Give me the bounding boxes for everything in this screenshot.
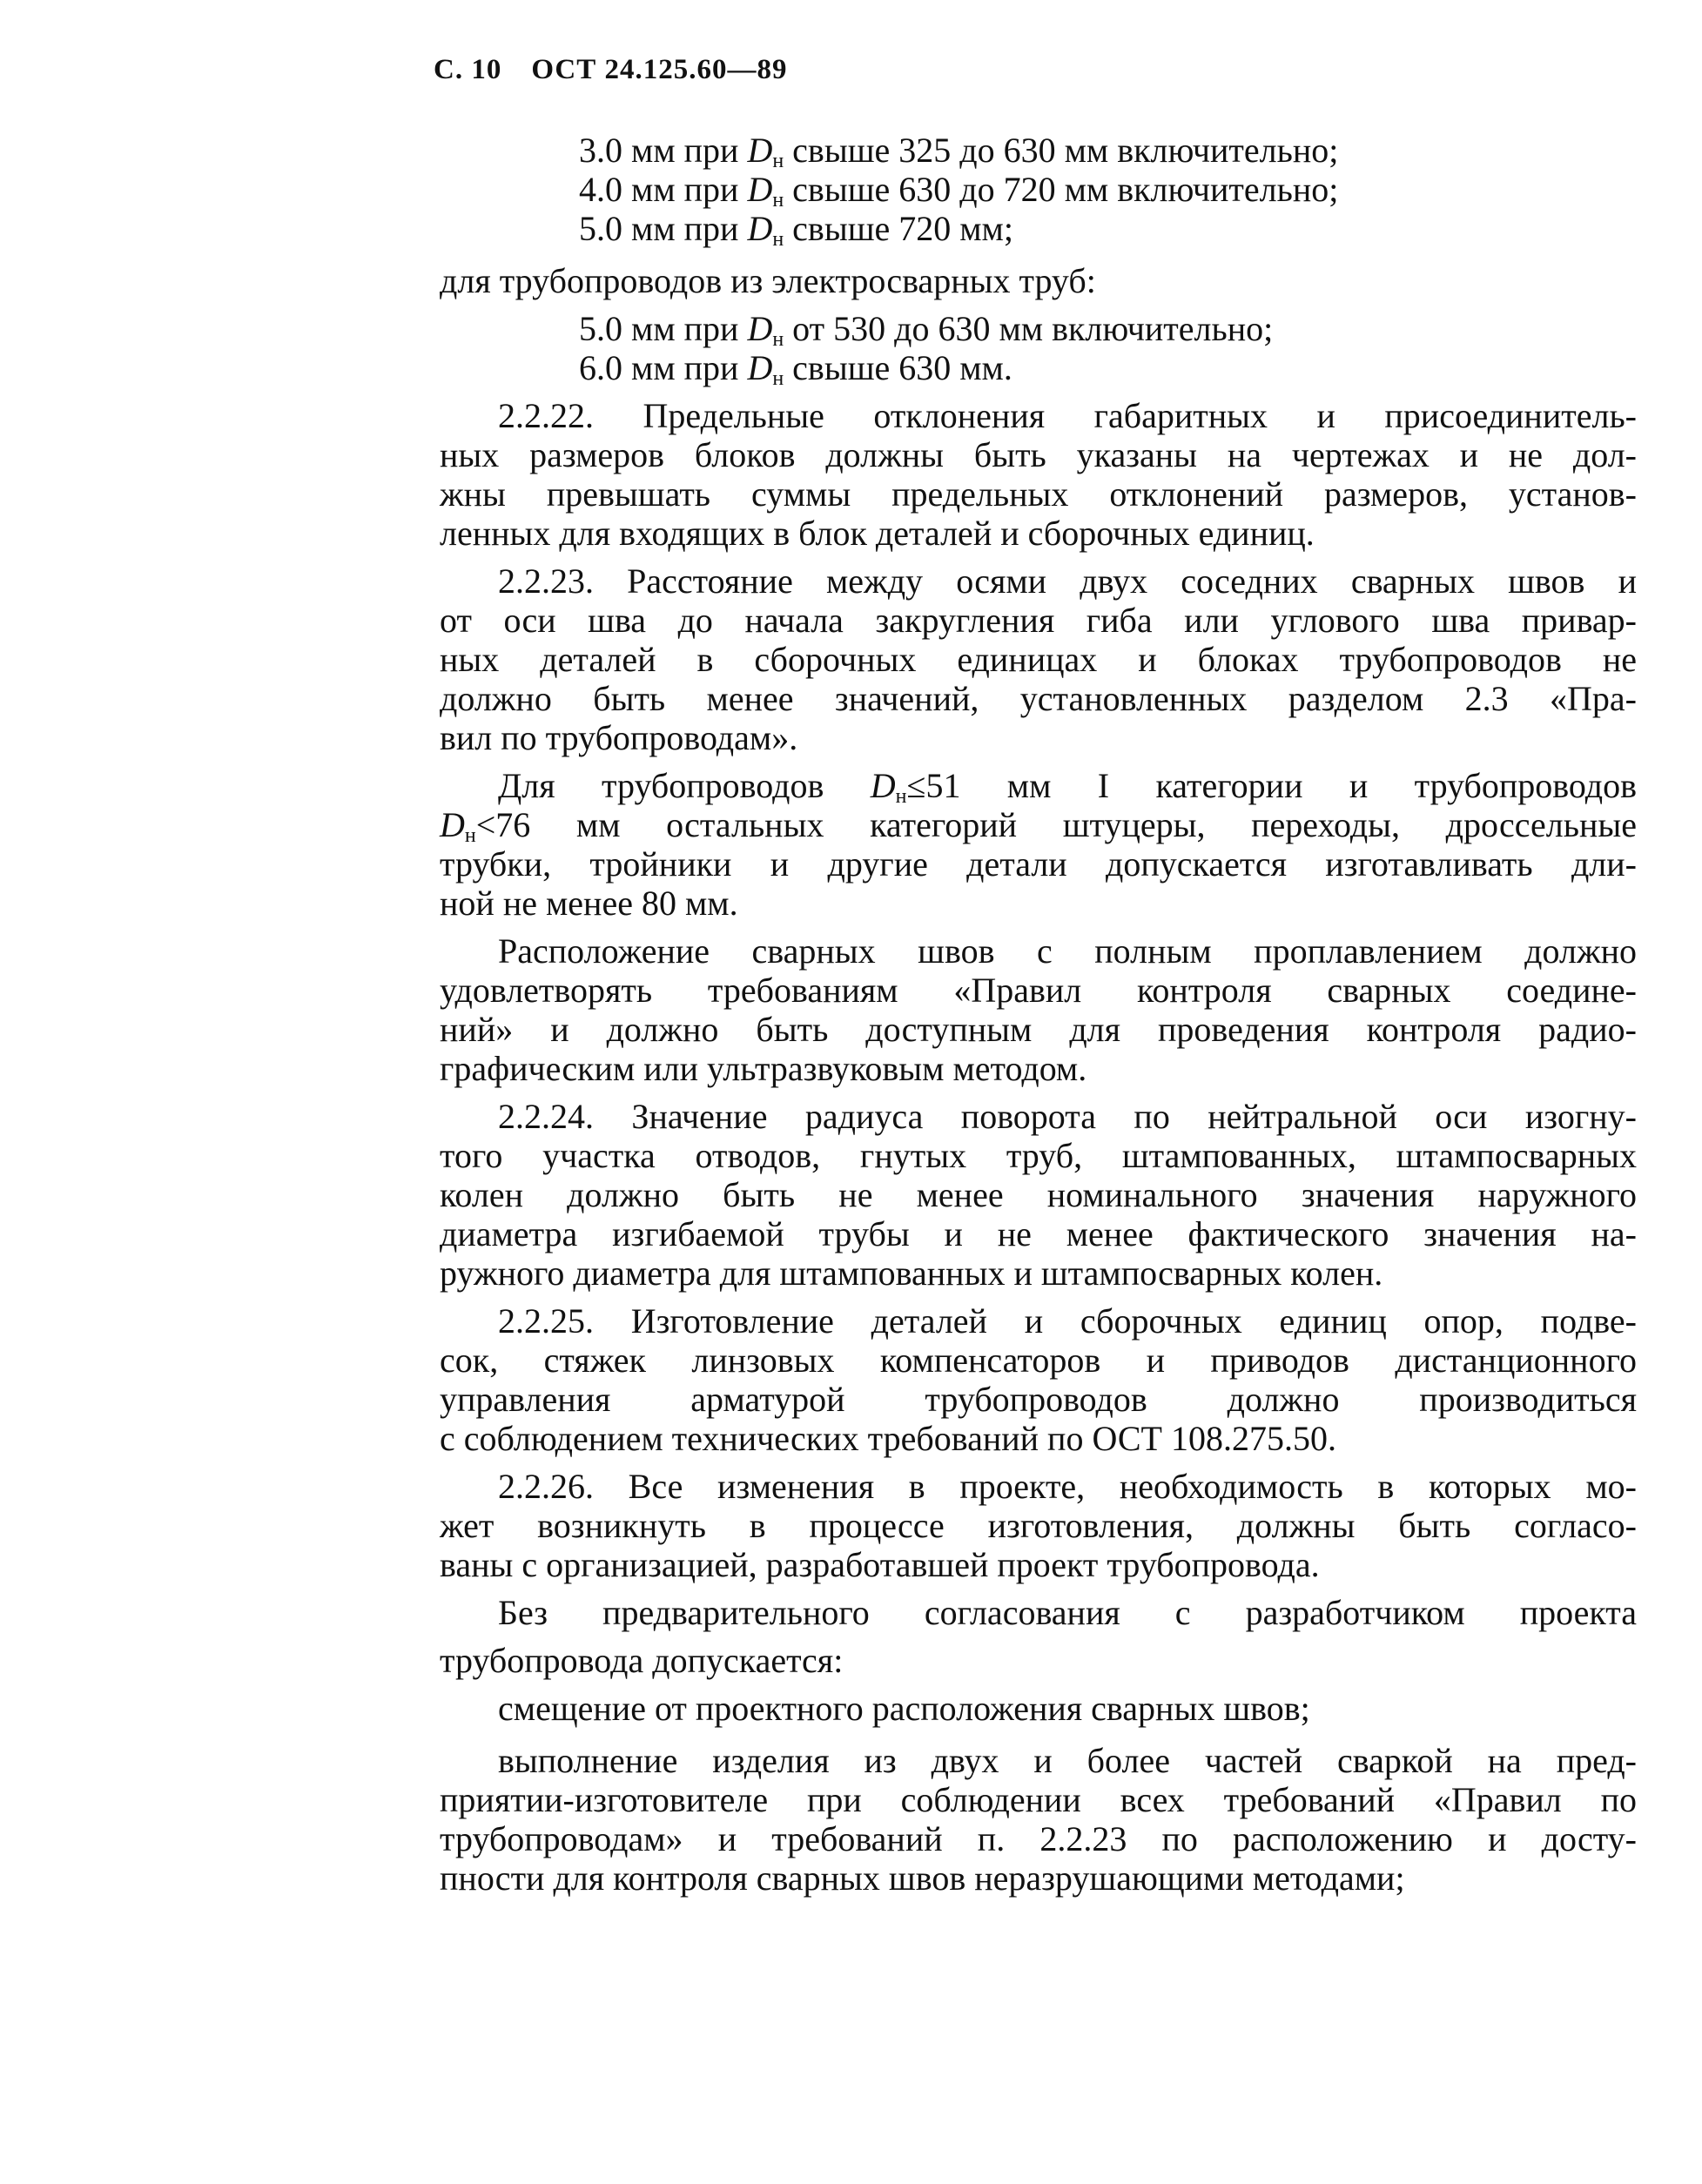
text-segment: 5.0 мм при (579, 209, 748, 248)
diameter-symbol: $D_н$ (747, 170, 784, 212)
text-line: 2.2.23. Расстояние между осями двух соседних сварных швов и (498, 561, 1637, 601)
text-line: приятии-изготовителе при соблюдении всех требований «Правил по (440, 1780, 1637, 1819)
diameter-subscript: н (772, 150, 784, 172)
text-segment: Для трубопроводов (498, 766, 871, 805)
text-line: жны превышать суммы предельных отклонений размеров, установ- (440, 474, 1637, 514)
text-segment: свыше 325 до 630 мм включительно; (784, 131, 1339, 170)
text-line: 2.2.25. Изготовление деталей и сборочных единиц опор, подве- (498, 1301, 1637, 1341)
text-line: ной не менее 80 мм. (440, 884, 738, 923)
diameter-symbol: $D_н$ (870, 766, 907, 808)
text-line: Расположение сварных швов с полным проплавлением должно (498, 931, 1637, 971)
text-segment: 5.0 мм при (579, 309, 748, 348)
text-line: ний» и должно быть доступным для проведения контроля радио- (440, 1010, 1637, 1049)
page-number: С. 10 (434, 54, 502, 85)
diameter-subscript: н (772, 328, 784, 351)
text-line: сок, стяжек линзовых компенсаторов и приводов дистанционного (440, 1341, 1637, 1380)
diameter-subscript: н (772, 367, 784, 390)
text-line: жет возникнуть в процессе изготовления, должны быть согласо- (440, 1506, 1637, 1545)
text-line: управления арматурой трубопроводов должно производиться (440, 1380, 1637, 1419)
text-line: того участка отводов, гнутых труб, штампованных, штампосварных (440, 1136, 1637, 1175)
text-line: трубопроводам» и требований п. 2.2.23 по расположению и досту- (440, 1819, 1637, 1858)
text-line: ваны с организацией, разработавшей проект трубопровода. (440, 1545, 1320, 1584)
text-line: выполнение изделия из двух и более частей сваркой на пред- (498, 1741, 1637, 1780)
diameter-subscript: н (772, 189, 784, 212)
text-line: вил по трубопроводам». (440, 718, 798, 757)
text-line: 2.2.22. Предельные отклонения габаритных и присоединитель- (498, 396, 1637, 435)
text-segment: свыше 720 мм; (784, 209, 1013, 248)
text-line: от оси шва до начала закругления гиба или углового шва привар- (440, 601, 1637, 640)
standard-code: ОСТ 24.125.60—89 (531, 54, 788, 85)
text-line: ленных для входящих в блок деталей и сборочных единиц. (440, 514, 1315, 553)
text-segment: свыше 630 до 720 мм включительно; (784, 170, 1339, 209)
text-segment: 3.0 мм при (579, 131, 748, 170)
diameter-symbol: $D_н$ (747, 209, 784, 251)
text-line: трубопровода допускается: (440, 1641, 844, 1680)
text-segment: свыше 630 мм. (784, 348, 1012, 387)
text-line (579, 348, 1012, 399)
text-line: ружного диаметра для штампованных и штампосварных колен. (440, 1253, 1383, 1293)
text-line (579, 209, 1013, 259)
text-line: смещение от проектного расположения сварных швов; (498, 1689, 1310, 1728)
text-segment: <76 мм остальных категорий штуцеры, переходы, дроссельные (475, 805, 1637, 844)
text-line: ных размеров блоков должны быть указаны на чертежах и не дол- (440, 435, 1637, 474)
diameter-symbol: $D_н$ (747, 131, 784, 172)
text-line: с соблюдением технических требований по ОСТ 108.275.50. (440, 1419, 1336, 1458)
diameter-subscript: н (895, 785, 907, 808)
text-segment: 6.0 мм при (579, 348, 748, 387)
diameter-subscript: н (772, 228, 784, 251)
text-line: трубки, тройники и другие детали допускается изготавливать дли- (440, 844, 1637, 884)
text-line: удовлетворять требованиям «Правил контроля сварных соедине- (440, 971, 1637, 1010)
text-line: графическим или ультразвуковым методом. (440, 1049, 1087, 1088)
text-line: для трубопроводов из электросварных труб: (440, 261, 1096, 300)
text-line: ных деталей в сборочных единицах и блоках трубопроводов не (440, 640, 1637, 679)
text-line: пности для контроля сварных швов неразрушающими методами; (440, 1858, 1405, 1898)
diameter-symbol: $D_н$ (440, 805, 476, 847)
text-line: 2.2.26. Все изменения в проекте, необходимость в которых мо- (498, 1467, 1637, 1506)
page-header (434, 54, 788, 86)
text-segment: от 530 до 630 мм включительно; (784, 309, 1274, 348)
text-segment: 4.0 мм при (579, 170, 748, 209)
diameter-subscript: н (464, 824, 476, 847)
text-line: колен должно быть не менее номинального значения наружного (440, 1175, 1637, 1214)
text-segment: ≤51 мм I категории и трубопроводов (906, 766, 1637, 805)
diameter-symbol: $D_н$ (747, 348, 784, 390)
text-line: диаметра изгибаемой трубы и не менее фактического значения на- (440, 1214, 1637, 1253)
diameter-symbol: $D_н$ (747, 309, 784, 351)
text-line: должно быть менее значений, установленных разделом 2.3 «Пра- (440, 679, 1637, 718)
text-line: Без предварительного согласования с разработчиком проекта (498, 1593, 1637, 1632)
text-line: 2.2.24. Значение радиуса поворота по нейтральной оси изогну- (498, 1097, 1637, 1136)
